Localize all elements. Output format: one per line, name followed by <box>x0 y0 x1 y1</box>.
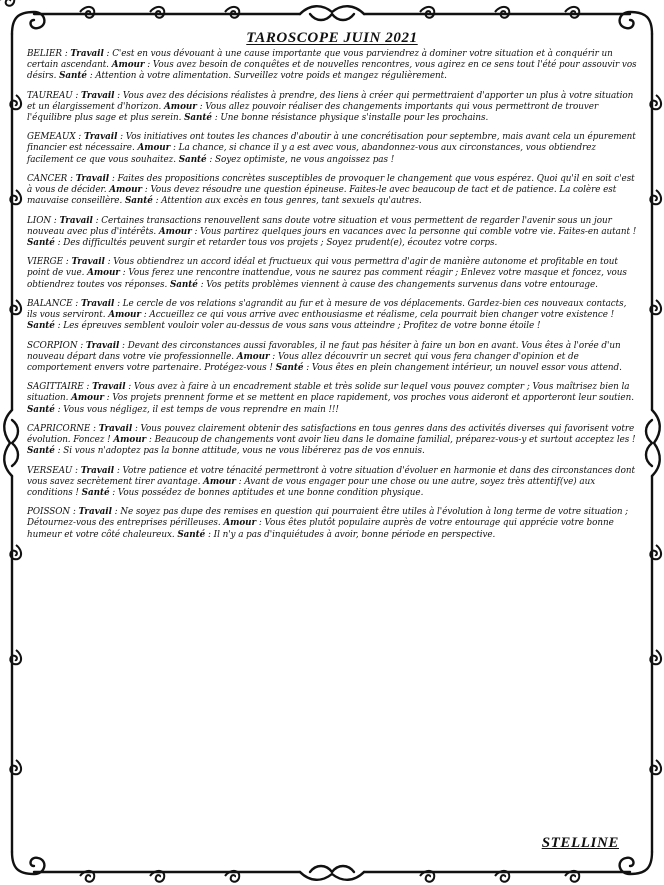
sign-entry-belier: BELIER : Travail : C'est en vous dévouant à une cause importante que vous parviendrez à dominer votre situation et à conquérir un certain ascendant. Amour : Vous avez besoin de conquêtes et de nouvelles rencontres, vous agirez en ce sens tout l'été pour assouvir vos désirs. Santé : Attention à votre alimentation. Surveillez votre poids et mangez régulièrement. <box>27 49 637 82</box>
sante-label: Santé <box>124 196 153 207</box>
page-title: TAROSCOPE JUIN 2021 <box>246 30 418 46</box>
amour-label: Amour <box>164 101 197 112</box>
travail-label: Travail <box>92 382 126 393</box>
author-signature: STELLINE <box>541 835 619 851</box>
amour-label: Amour <box>203 476 236 487</box>
sign-name: LION <box>27 215 52 226</box>
sante-text: Vous vous négligez, il est temps de vous reprendre en main !!! <box>63 404 339 415</box>
amour-text: Vous avez besoin de conquêtes et de nouvelles rencontres, vous agirez en ce sens tout l'été pour assouvir vos désirs. <box>27 60 637 82</box>
sante-label: Santé <box>59 71 87 82</box>
sante-text: Des difficultés peuvent surgir et retarder tous vos projets ; Soyez prudent(e), écoutez votre corps. <box>63 237 498 248</box>
sign-entry-cancer: CANCER : Travail : Faites des propositions concrètes susceptibles de provoquer le changement que vous espérez. Quoi qu'il en soit c'est à vous de décider. Amour : Vous devez résoudre une question épineuse. Faites-le avec beaucoup de tact et de patience. La colère est mauvaise conseillère. Santé : Attention aux excès en tous genres, tant sexuels qu'autres. <box>27 174 635 207</box>
sante-text: Soyez optimiste, ne vous angoissez pas ! <box>215 154 395 165</box>
travail-text: C'est en vous dévouant à une cause importante que vous parviendrez à dominer votre situation et à conquérir un certain ascendant. <box>27 49 613 71</box>
travail-text: Vous obtiendrez un accord idéal et fructueux qui vous permettra d'agir de manière autonome et profitable en tout point de vue. <box>27 257 618 279</box>
sign-entry-lion: LION : Travail : Certaines transactions renouvellent sans doute votre situation et vous permettent de regarder l'avenir sous un jour nouveau avec plus d'intérêts. Amour : Vous partirez quelques jours en vacances avec la personne qui comble votre vie. Faites-en autant ! Santé : Des difficultés peuvent surgir et retarder tous vos projets ; Soyez prudent(e), écoutez votre corps. <box>27 215 637 248</box>
amour-text: Vous partirez quelques jours en vacances avec la personne qui comble votre vie. Faites-en autant ! <box>200 226 637 237</box>
amour-text: Vous êtes plutôt populaire auprès de votre entourage qui apprécie votre bonne humeur et votre côté chaleureux. <box>27 518 614 540</box>
sign-name: SAGITTAIRE <box>27 382 84 393</box>
amour-label: Amour <box>71 393 104 404</box>
sign-name: VIERGE <box>27 257 64 268</box>
amour-label: Amour <box>236 351 270 362</box>
sign-name: BELIER <box>27 49 62 59</box>
travail-label: Travail <box>78 507 112 518</box>
amour-text: Vos projets prennent forme et se mettent en place rapidement, vos proches vous aideront et apporteront leur soutien. <box>112 393 634 404</box>
sante-label: Santé <box>81 487 110 498</box>
sante-label: Santé <box>178 154 207 165</box>
travail-text: Vous pouvez clairement obtenir des satisfactions en tous genres dans des activités diverses qui favorisent votre évolution. Foncez ! <box>27 424 635 446</box>
sante-label: Santé <box>27 404 55 415</box>
travail-text: Votre patience et votre ténacité permettront à votre situation d'évoluer en harmonie et dans des circonstances dont vous savez secrètement tirer avantage. <box>27 465 635 487</box>
sante-text: Une bonne résistance physique s'installe pour les prochains. <box>220 112 489 123</box>
sante-text: Vous êtes en plein changement intérieur, un nouvel essor vous attend. <box>311 362 622 373</box>
travail-text: Vous avez à faire à un encadrement stable et très solide sur lequel vous pouvez compter ; Vous maîtrisez bien la situation. <box>27 382 630 404</box>
sign-name: VERSEAU <box>27 465 73 476</box>
amour-text: Vous allez pouvoir réaliser des changements importants qui vous permettront de trouver l'équilibre plus sage et plus serein. <box>27 101 599 123</box>
amour-label: Amour <box>158 226 192 237</box>
amour-label: Amour <box>223 518 257 529</box>
horoscope-entries <box>27 49 637 541</box>
sign-entry-capricorne: CAPRICORNE : Travail : Vous pouvez clairement obtenir des satisfactions en tous genres dans des activités diverses qui favorisent votre évolution. Foncez ! Amour : Beaucoup de changements vont avoir lieu dans le domaine familial, préparez-vous-y et surtout acceptez les ! Santé : Si vous n'adoptez pas la bonne attitude, vous ne vous libérerez pas de vos ennuis. <box>27 424 636 457</box>
travail-label: Travail <box>85 340 120 351</box>
sign-entry-poisson: POISSON : Travail : Ne soyez pas dupe des remises en question qui pourraient être utiles à l'évolution à long terme de votre situation ; Détournez-vous des entreprises périlleuses. Amour : Vous êtes plutôt populaire auprès de votre entourage qui apprécie votre bonne humeur et votre côté chaleureux. Santé : Il n'y a pas d'inquiétudes à avoir, bonne période en perspective. <box>27 507 629 540</box>
sante-label: Santé <box>27 237 55 248</box>
sante-label: Santé <box>275 362 304 373</box>
amour-text: Beaucoup de changements vont avoir lieu dans le domaine familial, préparez-vous-y et surtout acceptez les ! <box>154 435 636 446</box>
travail-label: Travail <box>71 257 105 268</box>
travail-label: Travail <box>59 215 93 226</box>
amour-text: Accueillez ce qui vous arrive avec enthousiasme et réalisme, cela pourrait bien changer votre existence ! <box>149 310 615 321</box>
sign-entry-scorpion: SCORPION : Travail : Devant des circonstances aussi favorables, il ne faut pas hésiter à faire un bon en avant. Vous êtes à l'orée d'un nouveau départ dans votre vie professionnelle. Amour : Vous allez découvrir un secret qui vous fera changer d'opinion et de comportement envers votre partenaire. Protégez-vous ! Santé : Vous êtes en plein changement intérieur, un nouvel essor vous attend. <box>27 340 622 373</box>
sign-entry-balance: BALANCE : Travail : Le cercle de vos relations s'agrandit au fur et à mesure de vos déplacements. Gardez-bien ces nouveaux contacts, ils vous serviront. Amour : Accueillez ce qui vous arrive avec enthousiasme et réalisme, cela pourrait bien changer votre existence ! Santé : Les épreuves semblent vouloir voler au-dessus de vous sans vous atteindre ; Profitez de votre bonne étoile ! <box>27 299 627 332</box>
travail-text: Certaines transactions renouvellent sans doute votre situation et vous permettent de regarder l'avenir sous un jour nouveau avec plus d'intérêts. <box>27 215 612 237</box>
amour-text: Avant de vous engager pour une chose ou une autre, soyez très attentif(ve) aux conditions ! <box>27 476 596 498</box>
horoscope-page <box>27 30 637 850</box>
sign-entry-sagittaire: SAGITTAIRE : Travail : Vous avez à faire à un encadrement stable et très solide sur lequel vous pouvez compter ; Vous maîtrisez bien la situation. Amour : Vos projets prennent forme et se mettent en place rapidement, vos proches vous aideront et apporteront leur soutien. Santé : Vous vous négligez, il est temps de vous reprendre en main !!! <box>27 382 634 415</box>
amour-text: La chance, si chance il y a est avec vous, abandonnez-vous aux circonstances, vous obtiendrez facilement ce que vous souhaitez. <box>27 143 597 165</box>
sante-text: Si vous n'adoptez pas la bonne attitude, vous ne vous libérerez pas de vos ennuis. <box>63 446 425 457</box>
sante-label: Santé <box>169 279 198 290</box>
travail-label: Travail <box>70 49 104 59</box>
travail-text: Faites des propositions concrètes susceptibles de provoquer le changement que vous espérez. Quoi qu'il en soit c'est à vous de décider. <box>27 174 635 196</box>
travail-text: Devant des circonstances aussi favorables, il ne faut pas hésiter à faire un bon en avant. Vous êtes à l'orée d'un nouveau départ dans votre vie professionnelle. <box>27 340 621 362</box>
sante-text: Vous possédez de bonnes aptitudes et une bonne condition physique. <box>117 487 424 498</box>
travail-label: Travail <box>80 465 115 476</box>
travail-text: Vous avez des décisions réalistes à prendre, des liens à créer qui permettraient d'apporter un plus à votre situation et un élargissement d'horizon. <box>27 90 634 112</box>
travail-text: Ne soyez pas dupe des remises en question qui pourraient être utiles à l'évolution à long terme de votre situation ; Détournez-vous des entreprises périlleuses. <box>27 507 629 529</box>
sign-name: TAUREAU <box>27 90 73 101</box>
sante-label: Santé <box>27 321 55 332</box>
amour-text: Vous ferez une rencontre inattendue, vous ne saurez pas comment réagir ; Enlevez votre masque et foncez, vous obtiendrez toutes vos réponses. <box>27 268 627 290</box>
travail-label: Travail <box>75 174 110 185</box>
amour-label: Amour <box>113 435 147 446</box>
sign-entry-gemeaux: GEMEAUX : Travail : Vos initiatives ont toutes les chances d'aboutir à une concrétisation pour septembre, mais avant cela un épurement financier est nécessaire. Amour : La chance, si chance il y a est avec vous, abandonnez-vous aux circonstances, vous obtiendrez facilement ce que vous souhaitez. Santé : Soyez optimiste, ne vous angoissez pas ! <box>27 132 636 165</box>
amour-label: Amour <box>87 268 120 279</box>
sign-name: GEMEAUX <box>27 132 76 143</box>
amour-label: Amour <box>111 60 145 71</box>
amour-label: Amour <box>137 143 171 154</box>
sante-text: Il n'y a pas d'inquiétudes à avoir, bonne période en perspective. <box>213 529 496 540</box>
sign-entry-vierge: VIERGE : Travail : Vous obtiendrez un accord idéal et fructueux qui vous permettra d'agir de manière autonome et profitable en tout point de vue. Amour : Vous ferez une rencontre inattendue, vous ne saurez pas comment réagir ; Enlevez votre masque et foncez, vous obtiendrez toutes vos réponses. Santé : Vos petits problèmes viennent à cause des changements survenus dans votre entourage. <box>27 257 627 290</box>
sign-entry-verseau: VERSEAU : Travail : Votre patience et votre ténacité permettront à votre situation d'évoluer en harmonie et dans des circonstances dont vous savez secrètement tirer avantage. Amour : Avant de vous engager pour une chose ou une autre, soyez très attentif(ve) aux conditions ! Santé : Vous possédez de bonnes aptitudes et une bonne condition physique. <box>27 465 635 498</box>
travail-label: Travail <box>81 90 115 101</box>
amour-text: Vous devez résoudre une question épineuse. Faites-le avec beaucoup de tact et de patience. La colère est mauvaise conseillère. <box>27 185 617 207</box>
travail-label: Travail <box>98 424 133 435</box>
sante-text: Les épreuves semblent vouloir voler au-dessus de vous sans vous atteindre ; Profitez de votre bonne étoile ! <box>63 321 541 332</box>
amour-text: Vous allez découvrir un secret qui vous fera changer d'opinion et de comportement envers votre partenaire. Protégez-vous ! <box>27 351 579 373</box>
sante-text: Attention à votre alimentation. Surveillez votre poids et mangez régulièrement. <box>95 71 447 82</box>
sign-name: SCORPION <box>27 340 78 351</box>
sante-label: Santé <box>184 112 212 123</box>
sante-label: Santé <box>177 529 206 540</box>
travail-text: Le cercle de vos relations s'agrandit au fur et à mesure de vos déplacements. Gardez-bien ces nouveaux contacts, ils vous serviront. <box>27 299 627 321</box>
sign-entry-taureau: TAUREAU : Travail : Vous avez des décisions réalistes à prendre, des liens à créer qui permettraient d'apporter un plus à votre situation et un élargissement d'horizon. Amour : Vous allez pouvoir réaliser des changements importants qui vous permettront de trouver l'équilibre plus sage et plus serein. Santé : Une bonne résistance physique s'installe pour les prochains. <box>27 90 634 123</box>
amour-label: Amour <box>109 185 143 196</box>
sign-name: CAPRICORNE <box>27 424 91 435</box>
sante-text: Vos petits problèmes viennent à cause des changements survenus dans votre entourage. <box>206 279 598 290</box>
travail-text: Vos initiatives ont toutes les chances d'aboutir à une concrétisation pour septembre, mais avant cela un épurement financier est nécessaire. <box>27 132 636 154</box>
sign-name: CANCER <box>27 174 68 185</box>
sante-text: Attention aux excès en tous genres, tant sexuels qu'autres. <box>161 196 422 207</box>
travail-label: Travail <box>83 132 118 143</box>
travail-label: Travail <box>80 299 115 310</box>
sante-label: Santé <box>27 446 55 457</box>
sign-name: POISSON <box>27 507 71 518</box>
sign-name: BALANCE <box>27 299 73 310</box>
amour-label: Amour <box>108 310 141 321</box>
